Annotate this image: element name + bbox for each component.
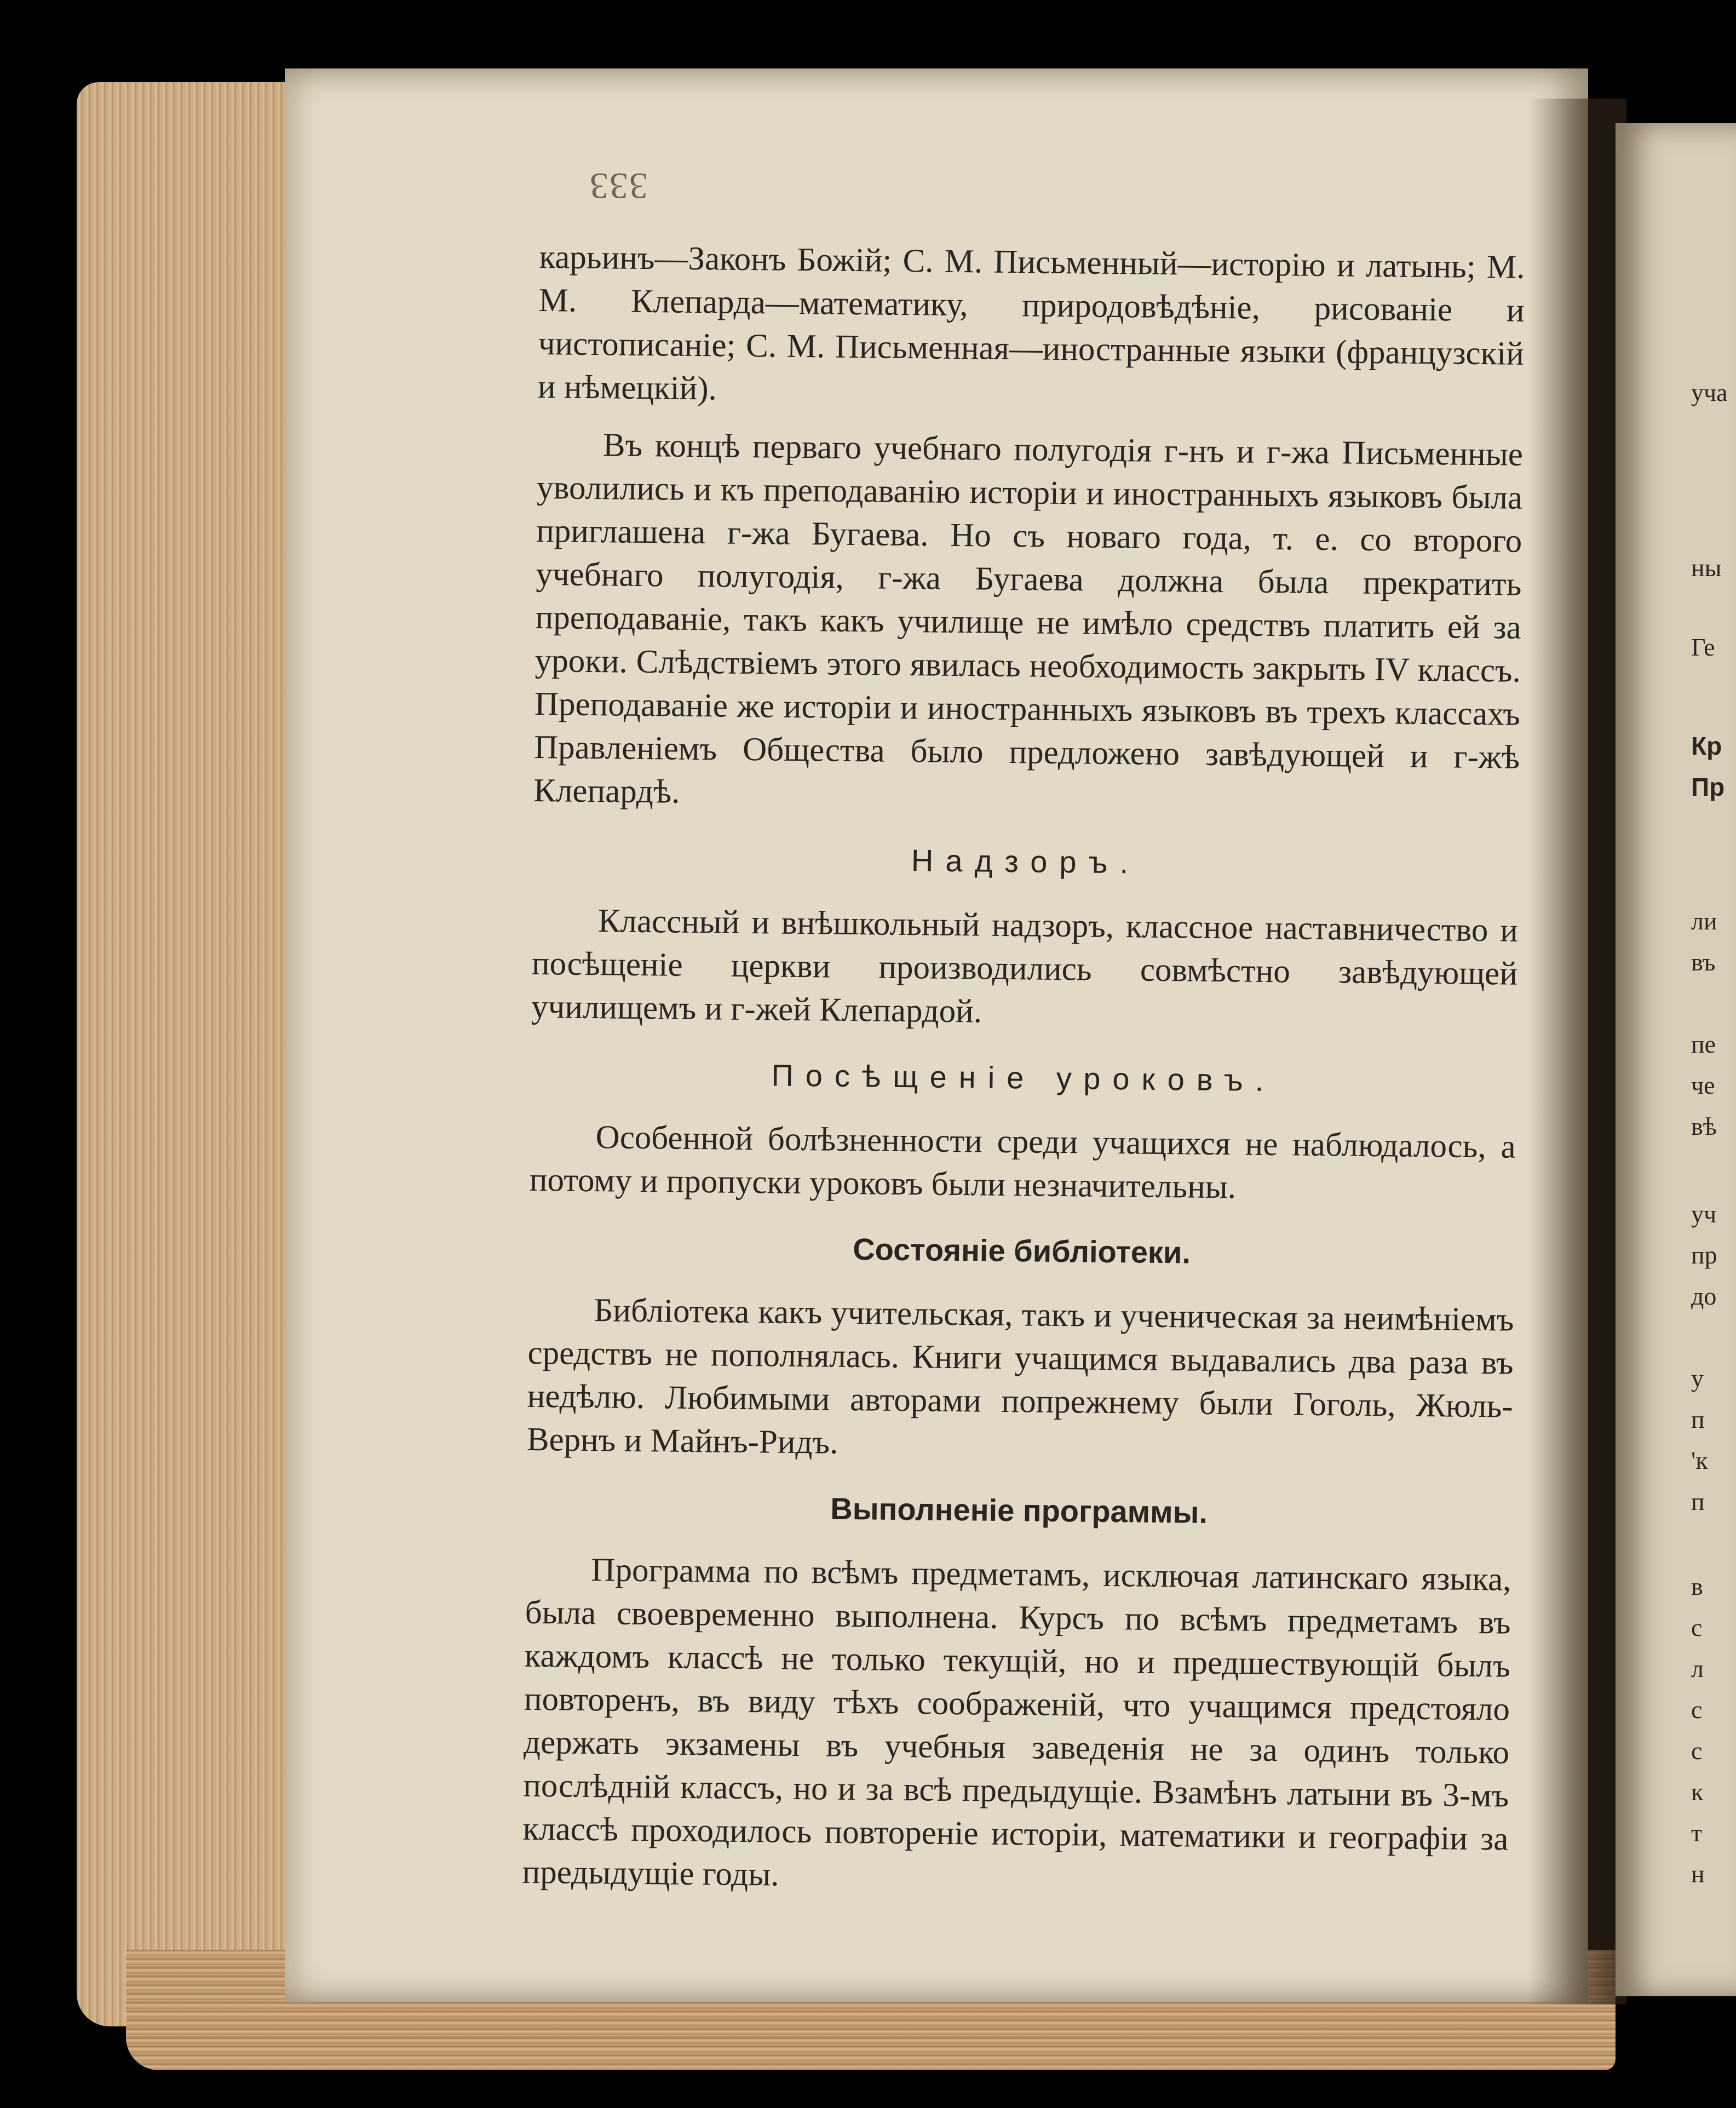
next-page-fragment: ли	[1691, 907, 1717, 935]
next-page-fragment: к	[1691, 1778, 1704, 1806]
next-page-fragment: ны	[1691, 554, 1722, 582]
next-page-fragment: Кр	[1691, 732, 1722, 760]
paragraph-supervision: Классный и внѣшкольный надзоръ, классное наставничество и посѣщеніе церкви производились совмѣстно завѣдующей училищемъ и г-жей Клепардой.	[531, 903, 1519, 1030]
paragraph-attendance: Особенной болѣзненности среди учащихся не наблюдалось, а потому и пропуски уроковъ были незначительны.	[529, 1119, 1516, 1206]
paragraph-teachers: карьинъ—Законъ Божій; С. М. Письменный—исторію и латынь; М. М. Клепарда—математику, природовѣдѣніе, рисованіе и чистописаніе; С. М. Письменная—иностранные языки (французскій и нѣмецкій).	[537, 238, 1525, 407]
next-page-fragment: Ге	[1691, 633, 1715, 661]
next-page-fragment: л	[1691, 1655, 1704, 1682]
gutter-shadow	[1528, 99, 1626, 2004]
paragraph-library: Библіотека какъ учительская, такъ и ученическая за неимѣніемъ средствъ не пополнялась. Книги учащимся выдавались два раза въ недѣлю. Любимыми авторами попрежнему были Гоголь, Жюль-Вернъ и Майнъ-Ридъ.	[526, 1292, 1514, 1461]
page-edges-left	[77, 82, 318, 2026]
heading-program: Выполненіе программы.	[830, 1491, 1208, 1530]
next-page-fragment: с	[1691, 1737, 1703, 1765]
next-page-fragment: пр	[1691, 1241, 1717, 1269]
page-text	[522, 236, 1525, 1904]
heading-attendance: Посѣщеніе уроковъ.	[771, 1058, 1276, 1098]
page-number: 333	[589, 165, 648, 207]
next-page-fragment: уч	[1691, 1200, 1717, 1228]
paragraph-program: Программа по всѣмъ предметамъ, исключая латинскаго языка, была своевременно выполнена. Курсъ по всѣмъ предметамъ въ каждомъ классѣ не только текущій, но и предшествующій былъ повторенъ, въ виду тѣхъ соображеній, что учащимся предстояло держать экзамены въ учебныя заведенія не за одинъ только послѣдній классъ, но и за всѣ предыдущіе. Взамѣнъ латыни въ 3-мъ классѣ проходилось повтореніе исторіи, математики и географіи за предыдущіе годы.	[522, 1552, 1511, 1893]
next-page-fragment: въ	[1691, 948, 1716, 976]
next-page-fragment: н	[1691, 1860, 1705, 1888]
next-page-fragment: с	[1691, 1696, 1703, 1724]
next-page-fragment: уча	[1691, 378, 1728, 406]
next-page-fragment: у	[1691, 1364, 1704, 1392]
next-page-fragment: Пр	[1691, 773, 1725, 801]
heading-library: Состояніе библіотеки.	[852, 1232, 1191, 1270]
next-page-fragment: с	[1691, 1613, 1703, 1641]
next-page-fragment: до	[1691, 1282, 1717, 1310]
next-page-fragment: че	[1691, 1071, 1715, 1099]
heading-supervision: Надзоръ.	[911, 843, 1141, 880]
paragraph-staff-changes: Въ концѣ перваго учебнаго полугодія г-нъ и г-жа Письменные уволились и къ преподаванію исторіи и иностранныхъ языковъ была приглашена г-жа Бугаева. Но съ новаго года, т. е. со второго учебнаго полугодія, г-жа Бугаева должна была прекратить преподаваніе, такъ какъ училище не имѣло средствъ платить ей за уроки. Слѣдствіемъ этого явилась необходимость закрыть IV классъ. Преподаваніе же исторіи и иностранныхъ языковъ въ трехъ классахъ Правленіемъ Общества было предложено завѣдующей и г-жѣ Клепардѣ.	[533, 427, 1524, 811]
next-page-fragment: пе	[1691, 1030, 1716, 1058]
next-page-fragment: п	[1691, 1487, 1705, 1515]
next-page-fragment: т	[1691, 1819, 1703, 1847]
next-page-fragment: вѣ	[1691, 1112, 1717, 1140]
next-page-fragment: в	[1691, 1572, 1703, 1600]
next-page-fragment: 'к	[1691, 1446, 1708, 1474]
next-page-fragment: п	[1691, 1405, 1705, 1433]
